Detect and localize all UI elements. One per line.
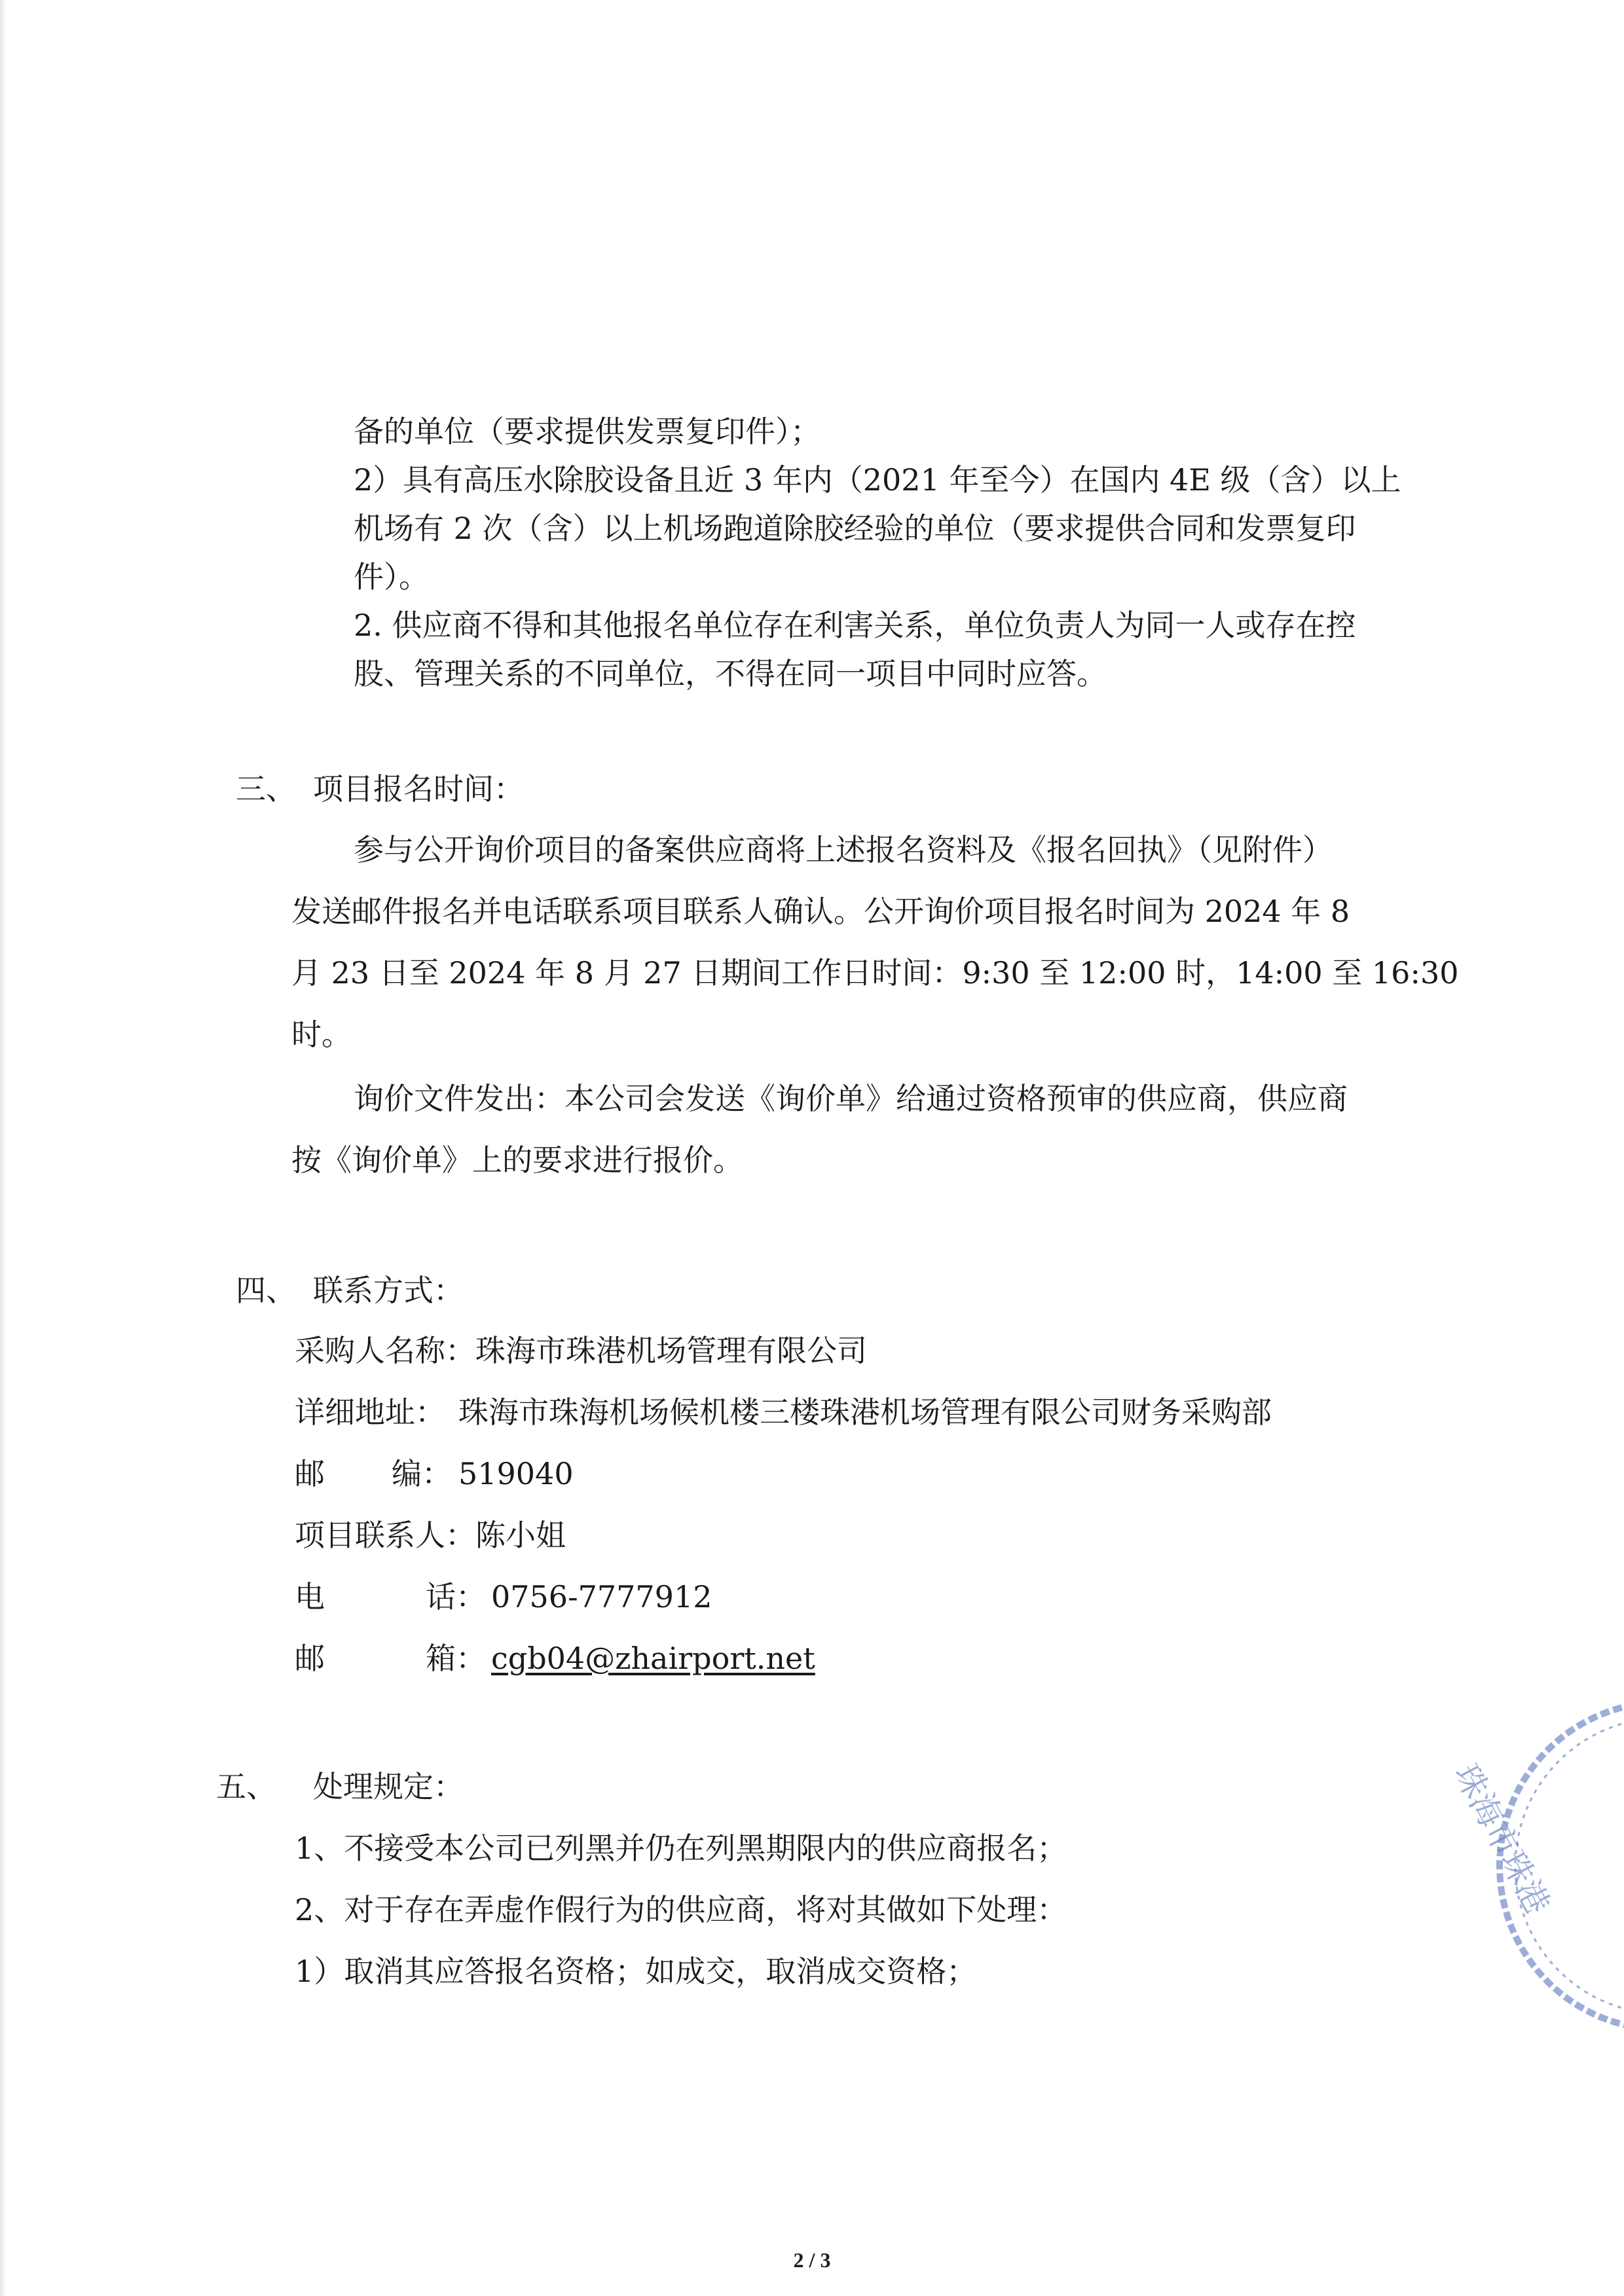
- text-line: 股、管理关系的不同单位，不得在同一项目中同时应答。: [354, 656, 1107, 691]
- paragraph-line: 发送邮件报名并电话联系项目联系人确认。公开询价项目报名时间为 2024 年 8: [291, 894, 1350, 929]
- contact-label: 项目联系人：: [295, 1518, 475, 1553]
- postcode-value: 519040: [458, 1456, 574, 1491]
- section-title: 项目报名时间：: [313, 771, 524, 807]
- purchaser-value: 珠海市珠港机场管理有限公司: [475, 1333, 867, 1368]
- email-link[interactable]: cgb04@zhairport.net: [491, 1641, 815, 1676]
- text-line: 备的单位（要求提供发票复印件）；: [354, 414, 821, 449]
- address-value: 珠海市珠海机场候机楼三楼珠港机场管理有限公司财务采购部: [458, 1394, 1272, 1430]
- text-line: 机场有 2 次（含）以上机场跑道除胶经验的单位（要求提供合同和发票复印: [354, 511, 1356, 546]
- text-line: 件）。: [354, 559, 429, 594]
- page-number: 2 / 3: [793, 2248, 831, 2272]
- phone-value: 0756-7777912: [491, 1579, 712, 1614]
- section-title: 联系方式：: [313, 1273, 464, 1308]
- rule-item: 2、对于存在弄虚作假行为的供应商，将对其做如下处理：: [295, 1892, 1067, 1927]
- email-label: 箱：: [426, 1641, 486, 1676]
- section-number: 五、: [216, 1769, 276, 1804]
- seal-text: 珠海市珠港: [1447, 1758, 1557, 1921]
- phone-label: 电: [295, 1579, 325, 1614]
- text-line: 2）具有高压水除胶设备且近 3 年内（2021 年至今）在国内 4E 级（含）以上: [354, 462, 1401, 498]
- paragraph-line: 月 23 日至 2024 年 8 月 27 日期间工作日时间：9:30 至 12:00 时，14:00 至 16:30: [291, 955, 1459, 991]
- email-label: 邮: [295, 1641, 325, 1676]
- paragraph-line: 时。: [291, 1017, 352, 1052]
- rule-item: 1、不接受本公司已列黑并仍在列黑期限内的供应商报名；: [295, 1831, 1067, 1866]
- text-line: 2. 供应商不得和其他报名单位存在利害关系，单位负责人为同一人或存在控: [354, 608, 1356, 643]
- rule-item: 1）取消其应答报名资格；如成交，取消成交资格；: [295, 1954, 977, 1989]
- paragraph-line: 按《询价单》上的要求进行报价。: [291, 1142, 743, 1178]
- section-number: 四、: [236, 1273, 296, 1308]
- paragraph-line: 询价文件发出：本公司会发送《询价单》给通过资格预审的供应商，供应商: [354, 1081, 1348, 1116]
- postcode-label: 编：: [392, 1456, 452, 1491]
- purchaser-label: 采购人名称：: [295, 1333, 475, 1368]
- address-label: 详细地址：: [295, 1394, 445, 1430]
- postcode-label: 邮: [295, 1456, 325, 1491]
- contact-value: 陈小姐: [475, 1518, 566, 1553]
- paragraph-line: 参与公开询价项目的备案供应商将上述报名资料及《报名回执》（见附件）: [354, 832, 1333, 867]
- section-title: 处理规定：: [313, 1769, 464, 1804]
- scan-edge: [0, 0, 7, 2296]
- section-number: 三、: [236, 771, 296, 807]
- phone-label: 话：: [426, 1579, 486, 1614]
